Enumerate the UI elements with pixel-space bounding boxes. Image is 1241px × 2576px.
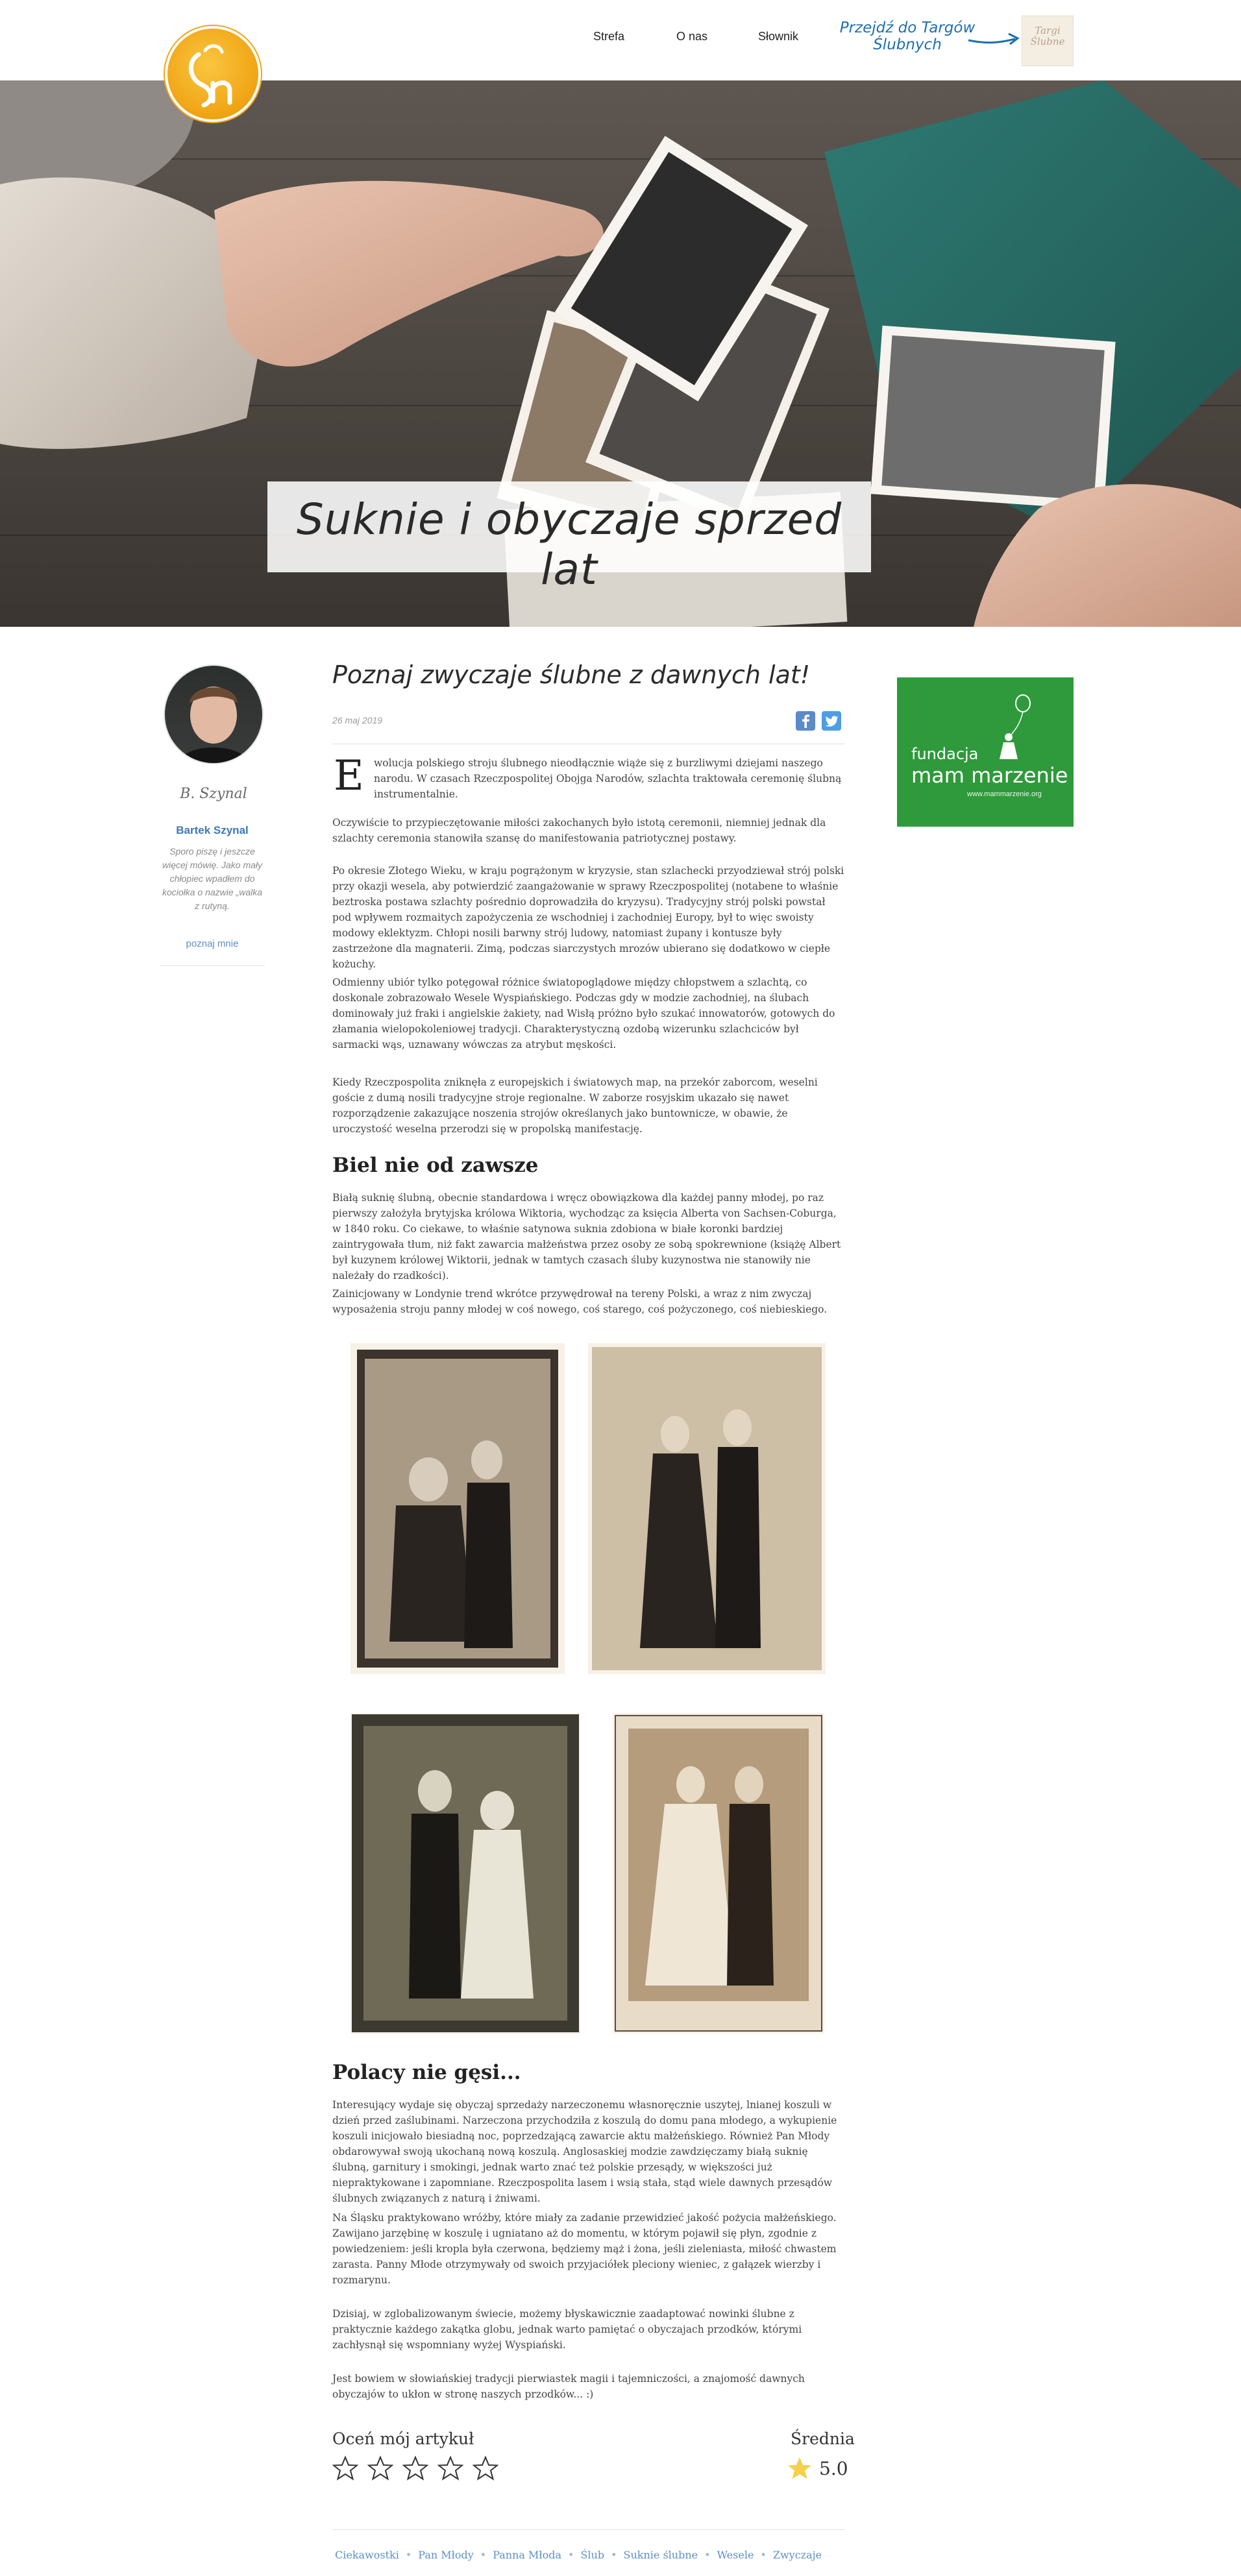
rating-star-icon[interactable] — [437, 2455, 463, 2481]
tag-link[interactable]: Zwyczaje — [772, 2549, 822, 2561]
article-title: Poznaj zwyczaje ślubne z dawnych lat! — [332, 661, 810, 689]
twitter-share-icon[interactable] — [822, 711, 841, 731]
author-more-link[interactable]: poznaj mnie — [186, 938, 239, 949]
sponsor-line2: mam marzenie — [911, 763, 1068, 788]
tag-list — [335, 2549, 848, 2561]
tag-separator: • — [480, 2549, 487, 2561]
sponsor-url: www.mammarzenie.org — [967, 790, 1042, 798]
tag-link[interactable]: Suknie ślubne — [623, 2549, 698, 2561]
average-value: 5.0 — [819, 2458, 848, 2479]
vintage-photo — [613, 1713, 824, 2034]
hero-title: Suknie i obyczaje sprzed lat — [296, 494, 842, 594]
author-avatar — [164, 664, 264, 764]
paragraph-9: Na Śląsku praktykowano wróżby, które miały za zadanie przewidzieć jakość pożycia małżeńskiego. Zawijano jarzębinę w koszulę i ugniatano aż do momentu, w którym pojawił się płyn, zgodnie z powiedzeniem: jeśli kropla była czerwona, będziemy mąż i żona, jeśli zieleniasta, miłość chwastem zarasta. Panny Młode otrzymywały od swoich przyjaciółek pleciony wieniec, z gałązek wierzby i rozmarynu. — [332, 2212, 837, 2286]
average-label: Średnia — [791, 2429, 855, 2448]
tag-link[interactable]: Ślub — [580, 2549, 605, 2561]
rating-star-icon[interactable] — [402, 2455, 428, 2481]
tag-link[interactable]: Pan Młody — [418, 2549, 474, 2561]
author-bio: Sporo piszę i jeszcze więcej mówię. Jako mały chłopiec wpadłem do kociołka o nazwie „walka z rutyną. — [162, 846, 263, 911]
logo-mark-icon — [167, 29, 258, 119]
arrow-right-icon — [967, 30, 1020, 49]
paragraph-1: wolucja polskiego stroju ślubnego nieodłącznie wiąże się z burzliwymi dziejami naszego narodu. W czasach Rzeczpospolitej Obojga Narodów, szlachta traktowała ceremonię ślubną instrumentalnie. — [374, 757, 842, 800]
section-heading-2: Polacy nie gęsi... — [332, 2061, 521, 2084]
targi-badge[interactable] — [1022, 16, 1074, 66]
nav-slownik[interactable]: Słownik — [758, 30, 799, 43]
facebook-share-icon[interactable] — [796, 711, 815, 731]
author-photo — [165, 666, 262, 763]
vintage-photo — [588, 1343, 826, 1674]
average-star-icon — [787, 2455, 813, 2481]
paragraph-4: Odmienny ubiór tylko potęgował różnice światopoglądowe między chłopstwem a szlachtą, co doskonale zobrazowało Wesele Wyspiańskiego. Podczas gdy w modzie zachodniej, na ślubach dominowały już fraki i angielskie żakiety, nad Wisłą próżno było szukać innowatorów, gotowych do złamania wielopokoleniowej tradycji. Charakterystyczną ozdobą wizerunku szlachciców był sarmacki wąs, uznawany wówczas za atrybut męskości. — [332, 977, 835, 1051]
paragraph-8: Interesujący wydaje się obyczaj sprzedaży narzeczonemu własnoręcznie uszytej, lnianej koszuli w dzień przed zaślubinami. Narzeczona przychodziła z koszulą do domu pana młodego, a wykupienie koszuli inicjowało biesiadną noc, poprzedzającą zawarcie aktu małżeńskiego. Również Pan Młody obdarowywał swoją ukochaną nową koszulą. Anglosaskiej modzie zawdzięczamy białą suknię ślubną, garnitury i smokingi, jednak warto znać też polskie przesądy, w większości już niepraktykowane i zapomniane. Rzeczpospolita lasem i wsią stała, stąd wiele dawnych przesądów ślubnych związanych z naturą i żniwami. — [332, 2099, 837, 2204]
paragraph-6: Białą suknię ślubną, obecnie standardowa i wręcz obowiązkowa dla każdej panny młodej, po raz pierwszy założyła brytyjska królowa Wiktoria, wychodząc za księcia Alberta von Sachsen-Coburga, w 1840 roku. Co ciekawe, to właśnie satynowa suknia zdobiona w białe koronki bardziej zaintrygowała tłum, niż fakt zawarcia małżeństwa przez osoby ze sobą spokrewnione (książę Albert był kuzynem królowej Wiktorii, jednak w tamtych czasach śluby kuzynostwa nie stanowiły nie należały do rzadkości). — [332, 1192, 841, 1282]
nav-o-nas[interactable]: O nas — [676, 30, 708, 43]
vintage-photo — [350, 1343, 565, 1674]
drop-cap: E — [334, 752, 364, 800]
rate-label: Oceń mój artykuł — [332, 2429, 474, 2448]
hero-banner — [0, 80, 1241, 627]
paragraph-10: Dzisiaj, w zglobalizowanym świecie, możemy błyskawicznie zaadaptować nowinki ślubne z praktycznie każdego zakątka globu, jednak warto pamiętać o obyczajach przodków, którymi zachłysnął się wspomniany wyżej Wyspiański. — [332, 2308, 802, 2351]
paragraph-7: Zainicjowany w Londynie trend wkrótce przywędrował na tereny Polski, a wraz z nim zwyczaj wyposażenia stroju panny młodej w coś nowego, coś starego, coś pożyczonego, coś niebieskiego. — [332, 1288, 828, 1315]
paragraph-2: Oczywiście to przypieczętowanie miłości zakochanych było istotą ceremonii, niemniej jednak dla szlachty ceremonia stanowiła szansę do manifestowania patriotycznej postawy. — [332, 817, 826, 844]
rating-star-icon[interactable] — [473, 2455, 498, 2481]
nav-strefa[interactable]: Strefa — [593, 30, 625, 43]
tag-link[interactable]: Wesele — [717, 2549, 754, 2561]
tag-separator: • — [704, 2549, 711, 2561]
tag-separator: • — [611, 2549, 617, 2561]
targi-link[interactable]: Przejdź do Targów Ślubnych — [839, 19, 976, 53]
targi-badge-line2: Ślubne — [1030, 36, 1065, 47]
tag-separator: • — [760, 2549, 767, 2561]
site-logo[interactable] — [165, 26, 261, 122]
sponsor-line1: fundacja — [911, 745, 979, 763]
tag-separator: • — [568, 2549, 574, 2561]
paragraph-11: Jest bowiem w słowiańskiej tradycji pierwiastek magii i tajemniczości, a znajomość dawnych obyczajów to ukłon w stronę naszych przodków... :) — [332, 2373, 805, 2400]
tag-link[interactable]: Panna Młoda — [493, 2549, 561, 2561]
vintage-photo — [350, 1713, 580, 2034]
article-date: 26 maj 2019 — [332, 715, 383, 725]
paragraph-3: Po okresie Złotego Wieku, w kraju pogrążonym w kryzysie, stan szlachecki przyodziewał strój polski przy okazji wesela, aby potwierdzić zaangażowanie w sprawy Rzeczpospolitej (notabene to właśnie beztroska postawa szlachty pośrednio doprowadziła do kryzysu). Tradycyjny strój polski powstał pod wpływem rozmaitych zapożyczenia ze wschodniej i zachodniej Europy, był to więc swoisty modowy eklektyzm. Chłopi nosili barwny strój ludowy, natomiast żupany i kontusze były zastrzeżone dla magnaterii. Zimą, podczas siarczystych mrozów ubierano się dodatkowo w ciepłe kożuchy. — [332, 865, 844, 970]
section-heading-1: Biel nie od zawsze — [332, 1154, 539, 1177]
targi-badge-line1: Targi — [1035, 25, 1061, 36]
rating-star-icon[interactable] — [367, 2455, 393, 2481]
girl-balloon-icon — [996, 694, 1035, 766]
tag-link[interactable]: Ciekawostki — [335, 2549, 399, 2561]
author-name[interactable]: Bartek Szynal — [176, 824, 249, 836]
rating-star-icon[interactable] — [332, 2455, 358, 2481]
author-signature: B. Szynal — [180, 786, 247, 802]
sponsor-mam-marzenie[interactable] — [897, 677, 1074, 827]
tag-separator: • — [405, 2549, 412, 2561]
divider — [332, 2529, 845, 2530]
paragraph-5: Kiedy Rzeczpospolita zniknęła z europejskich i światowych map, na przekór zaborcom, weselni goście z dumą nosili tradycyjne stroje regionalne. W zaborze rosyjskim ukazało się nawet rozporządzenie zakazujące noszenia strojów określanych jako buntownicze, w obawie, że uroczystość weselna przerodzi się w propolską manifestację. — [332, 1076, 818, 1135]
